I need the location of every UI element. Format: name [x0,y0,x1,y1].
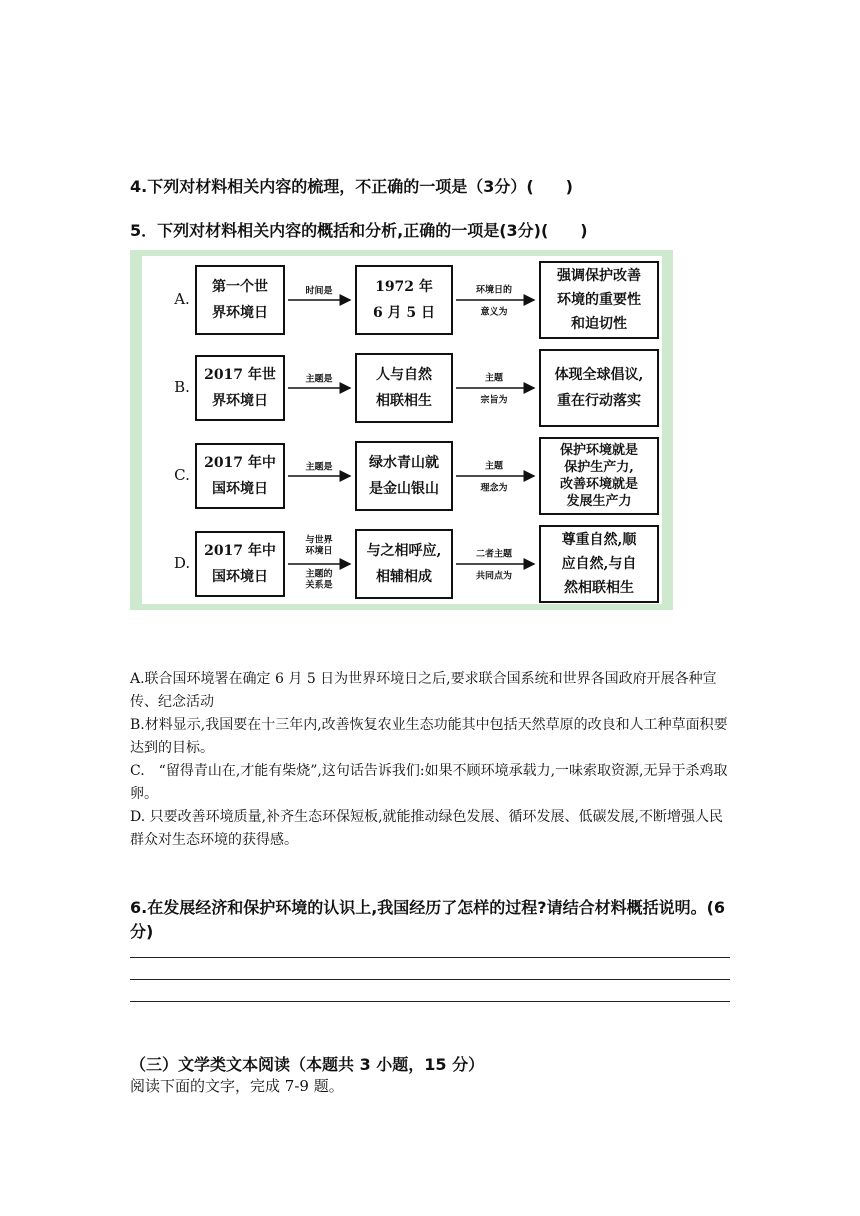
box-content-text: 1972 年 [375,279,433,295]
box-result-text: 强调保护改善 [557,268,641,284]
row-letter: A. [174,290,190,308]
box-subject-text: 界环境日 [212,393,268,409]
question-5: 5．下列对材料相关内容的概括和分析,正确的一项是(3分)( ) [130,221,588,240]
arrow-label: 主题是 [305,462,333,473]
section-3-intro: 阅读下面的文字，完成 7-9 题。 [130,1077,344,1095]
box-subject-text: 2017 年世 [204,367,276,383]
box-result [540,350,658,426]
box-content [356,530,452,598]
answer-line [130,1001,730,1002]
diagram-row-b [174,350,658,426]
section-3-title: （三）文学类文本阅读（本题共 3 小题，15 分） [130,1055,485,1074]
box-result-text: 重在行动落实 [557,393,641,409]
box-subject-text: 第一个世 [212,279,268,295]
box-result-text: 和迫切性 [571,316,627,332]
diagram-row-d [174,526,658,602]
box-result-text: 保护生产力, [564,460,634,475]
box-content [356,354,452,422]
arrow-label: 主题的 [305,569,333,580]
question-6: 6.在发展经济和保护环境的认识上,我国经历了怎样的过程?请结合材料概括说明。(6分) [130,898,726,941]
box-subject-text: 2017 年中 [204,455,276,471]
box-content-text: 与之相呼应, [366,543,442,559]
box-result-text: 发展生产力 [566,494,632,509]
answer-options [130,668,730,852]
answer-line [130,979,730,980]
arrow-label: 时间是 [305,286,333,297]
box-result-text: 然相联相生 [564,580,634,596]
box-content-text: 人与自然 [376,367,432,383]
option-c: C. “留得青山在,才能有柴烧”,这句话告诉我们:如果不顾环境承载力,一味索取资源,无异于杀鸡取卵。 [130,763,728,802]
arrow-label: 关系是 [305,580,333,591]
box-result-text: 应自然,与自 [561,556,637,572]
box-result-text: 改善环境就是 [559,477,639,492]
option-a: A.联合国环境署在确定 6 月 5 日为世界环境日之后,要求联合国系统和世界各国政府开展各种宣传、纪念活动 [130,671,717,710]
arrow-label: 与世界 [305,535,333,546]
box-content-text: 是金山银山 [369,481,439,497]
arrow-label: 环境日 [305,546,333,557]
option-b: B.材料显示,我国要在十三年内,改善恢复农业生态功能其中包括天然草原的改良和人工种草面积要达到的目标。 [130,717,728,756]
environment-day-diagram [130,250,673,610]
box-result-text: 尊重自然,顺 [561,532,637,548]
box-content [356,266,452,334]
arrow-label: 宗旨为 [480,395,508,406]
box-result-text: 体现全球倡议, [554,367,644,383]
box-subject [196,444,284,508]
box-result-text: 保护环境就是 [559,443,639,458]
box-subject-text: 国环境日 [212,569,268,585]
box-subject [196,356,284,420]
box-content-text: 相联相生 [376,393,432,409]
row-letter: C. [174,466,190,484]
diagram-row-c [174,438,658,514]
diagram-row-a [173,262,658,338]
box-subject-text: 界环境日 [212,305,268,321]
question-4: 4.下列对材料相关内容的梳理，不正确的一项是（3分）( ) [130,177,573,196]
arrow-label: 二者主题 [475,549,513,560]
arrow-label: 主题 [484,461,504,472]
row-letter: D. [173,554,191,572]
box-content-text: 绿水青山就 [369,455,439,471]
box-content [356,442,452,510]
box-content-text: 6 月 5 日 [372,305,436,321]
box-content-text: 相辅相成 [376,569,432,585]
arrow-label: 主题是 [305,374,333,385]
box-subject [196,532,284,596]
row-letter: B. [174,378,190,396]
arrow-label: 环境日的 [475,285,513,296]
arrow-label: 共同点为 [475,571,513,582]
box-subject-text: 国环境日 [212,481,268,497]
box-result-text: 环境的重要性 [557,292,641,308]
arrow-label: 理念为 [480,483,508,494]
arrow-label: 主题 [484,373,504,384]
answer-line [130,957,730,958]
arrow-label: 意义为 [480,307,508,318]
option-d: D. 只要改善环境质量,补齐生态环保短板,就能推动绿色发展、循环发展、低碳发展,不断增强人民群众对生态环境的获得感。 [130,809,723,848]
box-subject [196,266,284,334]
box-subject-text: 2017 年中 [204,543,276,559]
